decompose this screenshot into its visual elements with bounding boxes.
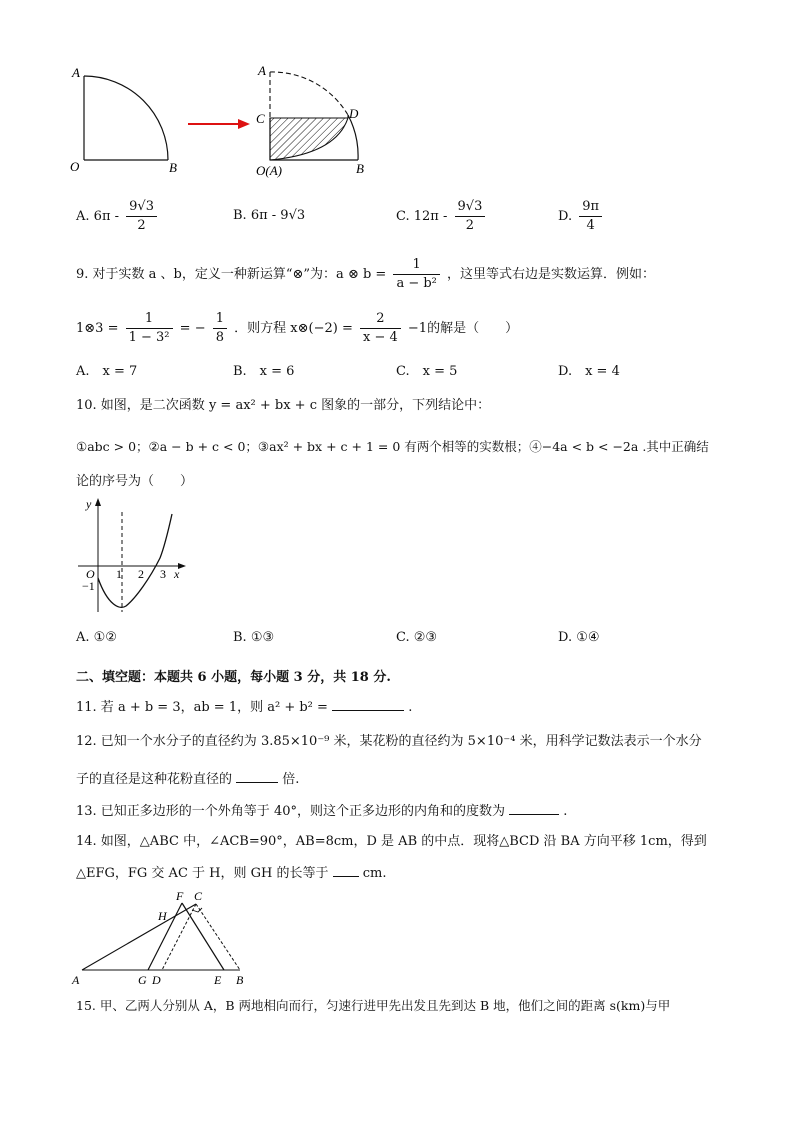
- q14-label-e: E: [214, 973, 222, 987]
- section-heading: 二、填空题：本题共 6 小题，每小题 3 分，共 18 分.: [76, 670, 391, 685]
- q10-line2: ①abc > 0；②a − b + c < 0；③ax² + bx + c + 1 = 0 有两个相等的实数根；④−4a < b < −2a .其中正确结: [76, 439, 709, 454]
- q10-graph-label-1: 1: [116, 567, 122, 581]
- answer-blank[interactable]: [332, 696, 404, 711]
- q9-option-d[interactable]: D. x = 4: [558, 364, 620, 379]
- q14-label-c: C: [194, 889, 203, 903]
- fraction: $\frac{1}{\text{1 − 3²}}$: [126, 310, 173, 347]
- q10-graph-label-x: x: [174, 567, 180, 581]
- q14-label-b: B: [236, 973, 244, 987]
- q9-line1: [76, 256, 655, 293]
- q12-text: 倍.: [282, 772, 300, 787]
- option-lead: 6π -: [93, 209, 120, 224]
- q8-right-label-d: D: [349, 106, 359, 121]
- q10-graph: [74, 494, 194, 618]
- q8-option-d[interactable]: [558, 198, 605, 235]
- q14-text: cm.: [362, 866, 387, 881]
- q8-option-a[interactable]: [76, 198, 160, 235]
- fraction: $\frac{9\pi}{4}$: [579, 198, 602, 235]
- q9-text: = −: [179, 321, 206, 336]
- q12-line2: [76, 768, 299, 790]
- q9-text: ，这里等式右边是实数运算．例如：: [447, 267, 656, 282]
- q8-right-label-b: B: [356, 161, 364, 176]
- q13-text: 13. 已知正多边形的一个外角等于 40°，则这个正多边形的内角和的度数为: [76, 804, 505, 819]
- q14-figure: [66, 886, 256, 992]
- q10-option-a[interactable]: A. ①②: [76, 630, 117, 645]
- q9-text: 1⊗3 =: [76, 321, 119, 336]
- option-label: C.: [396, 209, 410, 224]
- option-label: D.: [558, 209, 573, 224]
- option-label: A.: [76, 209, 90, 224]
- q8-left-label-o: O: [70, 159, 80, 174]
- q9-text: 9. 对于实数 a 、b，定义一种新运算“⊗”为：a ⊗ b =: [76, 267, 387, 282]
- q14-label-f: F: [176, 889, 184, 903]
- q14-label-h: H: [158, 909, 167, 923]
- q9-text: −1的解是（ ）: [407, 321, 519, 336]
- q10-line3: 论的序号为（ ）: [76, 474, 194, 489]
- fraction: $\frac{9√3}{2}$: [126, 198, 157, 235]
- q14-label-a: A: [72, 973, 80, 987]
- q8-left-label-a: A: [72, 65, 80, 80]
- q11-text: 11. 若 a + b = 3，ab = 1，则 a² + b² =: [76, 700, 328, 715]
- q11: [76, 696, 412, 718]
- q14-line1: 14. 如图，△ABC 中，∠ACB=90°，AB=8cm，D 是 AB 的中点．现将△BCD 沿 BA 方向平移 1cm，得到: [76, 834, 707, 849]
- q10-graph-label-o: O: [86, 567, 95, 581]
- q10-option-b[interactable]: B. ①③: [233, 630, 275, 645]
- q10-graph-label-y: y: [86, 497, 92, 511]
- answer-blank[interactable]: [509, 800, 559, 815]
- q12-text: 子的直径是这种花粉直径的: [76, 772, 233, 787]
- q8-option-b[interactable]: [233, 208, 305, 223]
- fraction: $\frac{1}{\text{a − b²}}$: [393, 256, 439, 293]
- q14-line2: [76, 862, 387, 884]
- answer-blank[interactable]: [236, 768, 278, 783]
- q12-line1: 12. 已知一个水分子的直径约为 3.85×10⁻⁹ 米，某花粉的直径约为 5×10⁻⁴ 米，用科学记数法表示一个水分: [76, 734, 702, 749]
- option-text: 6π - 9√3: [250, 208, 306, 223]
- q8-right-label-c: C: [256, 111, 265, 126]
- q9-option-c[interactable]: C. x = 5: [396, 364, 458, 379]
- option-lead: 12π -: [413, 209, 448, 224]
- q8-arrow: [186, 116, 252, 132]
- q14-text: △EFG，FG 交 AC 于 H，则 GH 的长等于: [76, 866, 329, 881]
- q13-text: .: [563, 804, 568, 819]
- q10-line1: 10. 如图，是二次函数 y = ax² + bx + c 图象的一部分，下列结论中：: [76, 398, 491, 413]
- q9-text: ．则方程 x⊗(−2) =: [234, 321, 353, 336]
- q10-option-d[interactable]: D. ①④: [558, 630, 600, 645]
- q8-figure-right: [252, 62, 382, 180]
- q9-option-a[interactable]: A. x = 7: [76, 364, 138, 379]
- q10-graph-label-2: 2: [138, 567, 144, 581]
- q8-figure-left: [66, 64, 186, 176]
- q13: [76, 800, 567, 822]
- fraction: $\frac{2}{x - 4}$: [360, 310, 401, 347]
- q14-label-g: G: [138, 973, 147, 987]
- q15-line1: 15. 甲、乙两人分别从 A，B 两地相向而行，匀速行进甲先出发且先到达 B 地，他们之间的距离 s(km)与甲: [76, 998, 671, 1013]
- fraction: $\frac{9√3}{2}$: [455, 198, 486, 235]
- q11-text: .: [408, 700, 413, 715]
- option-label: B.: [233, 208, 247, 223]
- q10-graph-label-3: 3: [160, 567, 166, 581]
- q10-graph-label-neg1: −1: [82, 579, 95, 593]
- q10-option-c[interactable]: C. ②③: [396, 630, 438, 645]
- q8-right-label-oa: O(A): [256, 163, 282, 178]
- q8-left-label-b: B: [169, 160, 177, 175]
- fraction: $\frac{1}{8}$: [213, 310, 227, 347]
- q9-line2: [76, 310, 518, 347]
- answer-blank[interactable]: [333, 862, 359, 877]
- q8-right-label-a: A: [258, 63, 266, 78]
- q9-option-b[interactable]: B. x = 6: [233, 364, 295, 379]
- q14-label-d: D: [152, 973, 161, 987]
- q8-option-c[interactable]: [396, 198, 488, 235]
